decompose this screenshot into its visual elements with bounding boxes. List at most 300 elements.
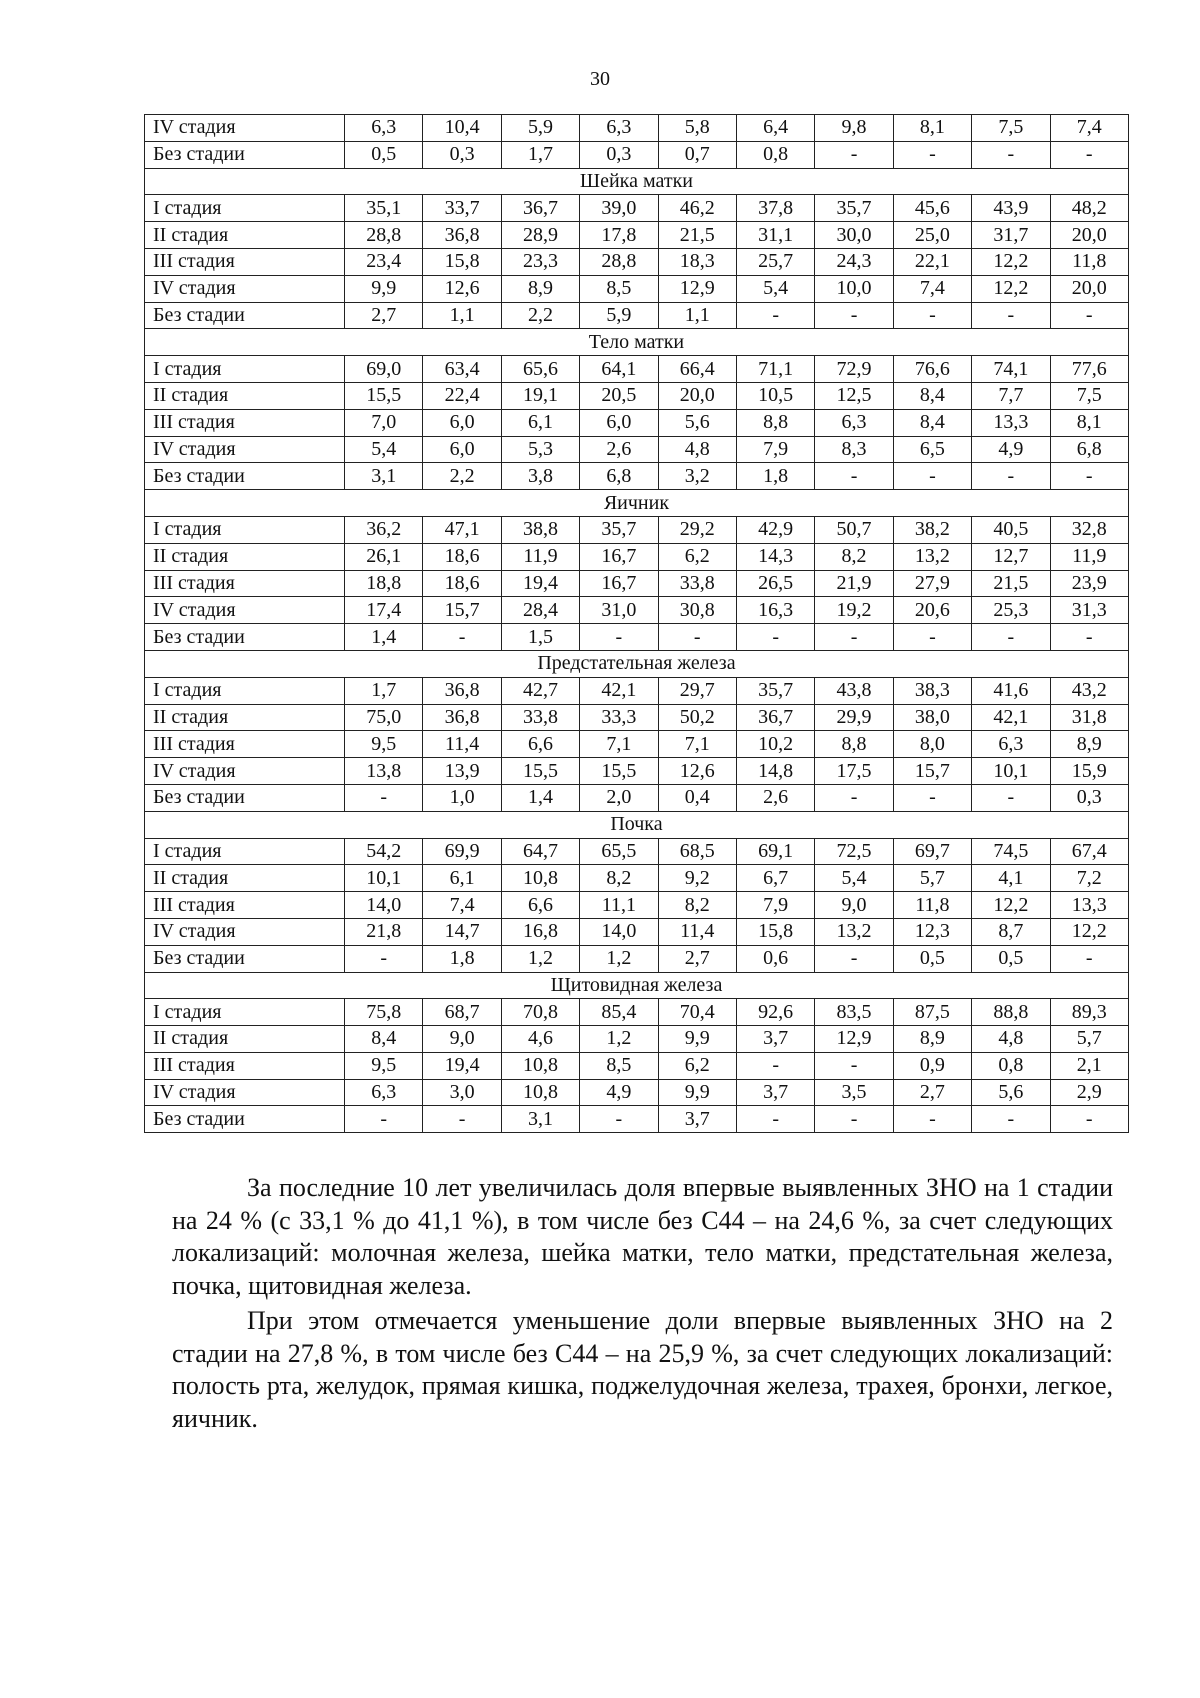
section-title: Яичник <box>145 490 1129 517</box>
table-cell: 16,7 <box>580 543 658 570</box>
table-cell: 4,8 <box>658 436 736 463</box>
table-row <box>145 1026 1129 1053</box>
table-cell: 68,7 <box>423 999 501 1026</box>
table-cell: 37,8 <box>736 195 814 222</box>
table-cell: - <box>972 463 1050 490</box>
table-cell: - <box>1050 302 1128 329</box>
table-cell: 20,5 <box>580 382 658 409</box>
table-cell: 43,2 <box>1050 677 1128 704</box>
table-cell: 17,4 <box>345 597 423 624</box>
table-cell: 31,7 <box>972 222 1050 249</box>
table-cell: 42,1 <box>972 704 1050 731</box>
table-cell: 8,8 <box>815 731 893 758</box>
table-cell: 19,2 <box>815 597 893 624</box>
table-cell: 5,7 <box>1050 1026 1128 1053</box>
table-cell: 74,5 <box>972 838 1050 865</box>
table-cell: 3,1 <box>345 463 423 490</box>
table-cell: 0,3 <box>580 141 658 168</box>
table-cell: 3,2 <box>658 463 736 490</box>
table-cell: - <box>815 784 893 811</box>
table-cell: - <box>736 302 814 329</box>
table-cell: 1,2 <box>580 945 658 972</box>
table-cell: 2,9 <box>1050 1079 1128 1106</box>
row-label: III стадия <box>145 570 345 597</box>
table-cell: 76,6 <box>893 356 971 383</box>
table-cell: 21,5 <box>972 570 1050 597</box>
table-cell: 2,0 <box>580 784 658 811</box>
table-cell: 3,7 <box>736 1026 814 1053</box>
table-row <box>145 141 1129 168</box>
table-cell: 8,4 <box>345 1026 423 1053</box>
table-cell: 0,5 <box>972 945 1050 972</box>
table-cell: 14,0 <box>580 918 658 945</box>
section-header-row <box>145 811 1129 838</box>
table-cell: - <box>580 624 658 651</box>
table-cell: 72,9 <box>815 356 893 383</box>
table-cell: - <box>1050 624 1128 651</box>
table-row <box>145 195 1129 222</box>
table-cell: 6,8 <box>580 463 658 490</box>
row-label: III стадия <box>145 409 345 436</box>
table-cell: 6,1 <box>423 865 501 892</box>
table-row <box>145 463 1129 490</box>
table-cell: 92,6 <box>736 999 814 1026</box>
row-label: III стадия <box>145 892 345 919</box>
table-cell: - <box>893 141 971 168</box>
table-cell: 32,8 <box>1050 516 1128 543</box>
table-cell: 11,4 <box>658 918 736 945</box>
table-cell: 39,0 <box>580 195 658 222</box>
table-cell: 7,1 <box>580 731 658 758</box>
table-cell: 0,5 <box>345 141 423 168</box>
table-cell: - <box>345 1106 423 1133</box>
table-cell: 7,1 <box>658 731 736 758</box>
table-cell: 14,7 <box>423 918 501 945</box>
table-cell: 16,8 <box>501 918 579 945</box>
table-cell: 21,8 <box>345 918 423 945</box>
table-cell: 7,4 <box>423 892 501 919</box>
table-cell: 6,3 <box>345 115 423 142</box>
table-cell: 28,8 <box>580 248 658 275</box>
table-row <box>145 918 1129 945</box>
table-cell: 6,7 <box>736 865 814 892</box>
table-cell: 5,4 <box>345 436 423 463</box>
table-cell: 6,0 <box>423 409 501 436</box>
row-label: Без стадии <box>145 141 345 168</box>
table-cell: 10,1 <box>345 865 423 892</box>
table-cell: 8,4 <box>893 382 971 409</box>
table-cell: 41,6 <box>972 677 1050 704</box>
table-cell: 69,1 <box>736 838 814 865</box>
table-cell: 23,9 <box>1050 570 1128 597</box>
table-cell: 3,7 <box>736 1079 814 1106</box>
table-cell: 8,1 <box>893 115 971 142</box>
table-cell: 20,0 <box>1050 275 1128 302</box>
section-title: Щитовидная железа <box>145 972 1129 999</box>
table-cell: - <box>1050 463 1128 490</box>
table-row <box>145 624 1129 651</box>
table-cell: 1,7 <box>501 141 579 168</box>
row-label: IV стадия <box>145 1079 345 1106</box>
table-cell: - <box>815 141 893 168</box>
table-cell: 6,6 <box>501 892 579 919</box>
table-row <box>145 409 1129 436</box>
row-label: IV стадия <box>145 597 345 624</box>
table-cell: - <box>815 1106 893 1133</box>
table-cell: 7,2 <box>1050 865 1128 892</box>
table-cell: 2,7 <box>658 945 736 972</box>
table-row <box>145 1106 1129 1133</box>
table-cell: 83,5 <box>815 999 893 1026</box>
table-cell: 45,6 <box>893 195 971 222</box>
table-cell: 4,9 <box>972 436 1050 463</box>
table-cell: 18,6 <box>423 570 501 597</box>
table-cell: 10,8 <box>501 1052 579 1079</box>
table-cell: 10,1 <box>972 758 1050 785</box>
table-cell: 12,2 <box>972 275 1050 302</box>
table-cell: - <box>893 624 971 651</box>
table-cell: 16,3 <box>736 597 814 624</box>
table-cell: 14,0 <box>345 892 423 919</box>
table-row <box>145 382 1129 409</box>
table-cell: 12,2 <box>1050 918 1128 945</box>
row-label: IV стадия <box>145 918 345 945</box>
table-cell: 69,9 <box>423 838 501 865</box>
table-cell: 5,4 <box>736 275 814 302</box>
table-cell: 13,2 <box>815 918 893 945</box>
table-cell: 87,5 <box>893 999 971 1026</box>
table-row <box>145 677 1129 704</box>
table-cell: 14,8 <box>736 758 814 785</box>
table-cell: 31,0 <box>580 597 658 624</box>
row-label: III стадия <box>145 1052 345 1079</box>
table-row <box>145 1079 1129 1106</box>
table-cell: 2,7 <box>893 1079 971 1106</box>
paragraph: При этом отмечается уменьшение доли впервые выявленных ЗНО на 2 стадии на 27,8 %, в том числе без С44 – на 25,9 %, за счет следующих локализаций: полость рта, желудок, прямая кишка, поджелудочная железа, трахея, бронхи, легкое, яичник. <box>172 1306 1113 1433</box>
table-cell: 33,8 <box>658 570 736 597</box>
page-number: 30 <box>590 68 610 90</box>
row-label: II стадия <box>145 382 345 409</box>
table-cell: 15,8 <box>423 248 501 275</box>
table-cell: - <box>423 1106 501 1133</box>
table-cell: 1,0 <box>423 784 501 811</box>
table-cell: 2,2 <box>423 463 501 490</box>
table-cell: 3,1 <box>501 1106 579 1133</box>
table-cell: 18,8 <box>345 570 423 597</box>
table-cell: 5,9 <box>580 302 658 329</box>
table-cell: 68,5 <box>658 838 736 865</box>
table-cell: 38,2 <box>893 516 971 543</box>
table-cell: 6,3 <box>580 115 658 142</box>
table-cell: 8,2 <box>580 865 658 892</box>
table-cell: 0,8 <box>736 141 814 168</box>
table-cell: - <box>423 624 501 651</box>
table-row <box>145 704 1129 731</box>
table-cell: 15,7 <box>423 597 501 624</box>
table-cell: 12,7 <box>972 543 1050 570</box>
table-cell: - <box>972 141 1050 168</box>
table-cell: 26,5 <box>736 570 814 597</box>
table-cell: 35,7 <box>580 516 658 543</box>
table-cell: 38,8 <box>501 516 579 543</box>
table-cell: 23,4 <box>345 248 423 275</box>
table-cell: 33,3 <box>580 704 658 731</box>
table-cell: 8,9 <box>1050 731 1128 758</box>
table-cell: 4,8 <box>972 1026 1050 1053</box>
table-cell: - <box>893 1106 971 1133</box>
table-cell: - <box>345 784 423 811</box>
table-cell: 18,6 <box>423 543 501 570</box>
table-cell: 7,0 <box>345 409 423 436</box>
table-cell: 7,5 <box>1050 382 1128 409</box>
table-cell: 15,5 <box>580 758 658 785</box>
row-label: IV стадия <box>145 275 345 302</box>
table-cell: 15,5 <box>345 382 423 409</box>
section-title: Тело матки <box>145 329 1129 356</box>
table-cell: - <box>815 1052 893 1079</box>
table-cell: 35,7 <box>815 195 893 222</box>
table-cell: 65,5 <box>580 838 658 865</box>
table-cell: - <box>893 302 971 329</box>
table-cell: 6,2 <box>658 1052 736 1079</box>
table-body <box>145 115 1129 1133</box>
table-cell: 70,4 <box>658 999 736 1026</box>
table-cell: 54,2 <box>345 838 423 865</box>
table-cell: 36,7 <box>736 704 814 731</box>
table-row <box>145 1052 1129 1079</box>
table-cell: 1,8 <box>736 463 814 490</box>
table-cell: 10,0 <box>815 275 893 302</box>
table-cell: 28,4 <box>501 597 579 624</box>
table-cell: 15,8 <box>736 918 814 945</box>
table-row <box>145 892 1129 919</box>
row-label: Без стадии <box>145 945 345 972</box>
table-cell: 8,9 <box>501 275 579 302</box>
table-cell: 30,8 <box>658 597 736 624</box>
table-cell: 12,5 <box>815 382 893 409</box>
table-cell: 12,2 <box>972 892 1050 919</box>
table-cell: 77,6 <box>1050 356 1128 383</box>
table-cell: 21,5 <box>658 222 736 249</box>
table-cell: 15,7 <box>893 758 971 785</box>
table-cell: - <box>815 302 893 329</box>
table-cell: 2,1 <box>1050 1052 1128 1079</box>
table-cell: 15,5 <box>501 758 579 785</box>
table-cell: 8,5 <box>580 275 658 302</box>
table-cell: 5,9 <box>501 115 579 142</box>
table-cell: 22,1 <box>893 248 971 275</box>
section-header-row <box>145 490 1129 517</box>
table-cell: 74,1 <box>972 356 1050 383</box>
table-cell: 69,7 <box>893 838 971 865</box>
table-cell: 11,8 <box>893 892 971 919</box>
table-cell: 35,7 <box>736 677 814 704</box>
table-cell: 26,1 <box>345 543 423 570</box>
table-cell: 13,3 <box>972 409 1050 436</box>
table-cell: 25,3 <box>972 597 1050 624</box>
table-cell: 8,5 <box>580 1052 658 1079</box>
table-cell: 24,3 <box>815 248 893 275</box>
table-cell: 42,1 <box>580 677 658 704</box>
table-cell: 5,4 <box>815 865 893 892</box>
table-cell: 2,6 <box>736 784 814 811</box>
table-cell: 43,8 <box>815 677 893 704</box>
row-label: II стадия <box>145 704 345 731</box>
table-cell: 0,4 <box>658 784 736 811</box>
table-cell: 12,6 <box>658 758 736 785</box>
table-cell: 6,1 <box>501 409 579 436</box>
table-cell: 0,3 <box>423 141 501 168</box>
row-label: Без стадии <box>145 624 345 651</box>
table-cell: 5,6 <box>972 1079 1050 1106</box>
table-cell: 3,8 <box>501 463 579 490</box>
table-cell: 36,8 <box>423 222 501 249</box>
table-cell: 12,3 <box>893 918 971 945</box>
section-title: Предстательная железа <box>145 650 1129 677</box>
table-cell: 4,9 <box>580 1079 658 1106</box>
table-cell: 71,1 <box>736 356 814 383</box>
table-cell: 2,2 <box>501 302 579 329</box>
table-cell: 6,0 <box>423 436 501 463</box>
table-cell: 8,7 <box>972 918 1050 945</box>
table-cell: - <box>1050 945 1128 972</box>
table-row <box>145 597 1129 624</box>
table-cell: 10,8 <box>501 865 579 892</box>
table-cell: 89,3 <box>1050 999 1128 1026</box>
table-cell: 5,8 <box>658 115 736 142</box>
table-row <box>145 115 1129 142</box>
stage-distribution-table <box>144 114 1129 1133</box>
table-cell: - <box>972 302 1050 329</box>
row-label: IV стадия <box>145 758 345 785</box>
section-title: Шейка матки <box>145 168 1129 195</box>
table-cell: - <box>345 945 423 972</box>
table-cell: - <box>815 624 893 651</box>
table-cell: 7,5 <box>972 115 1050 142</box>
table-row <box>145 945 1129 972</box>
table-cell: 9,9 <box>345 275 423 302</box>
table-cell: 19,1 <box>501 382 579 409</box>
table-cell: 1,4 <box>501 784 579 811</box>
table-cell: 1,1 <box>423 302 501 329</box>
table-row <box>145 302 1129 329</box>
table-row <box>145 865 1129 892</box>
table-cell: - <box>736 624 814 651</box>
table-cell: - <box>972 784 1050 811</box>
table-cell: 0,6 <box>736 945 814 972</box>
table-cell: 42,7 <box>501 677 579 704</box>
table-cell: 20,6 <box>893 597 971 624</box>
table-row <box>145 731 1129 758</box>
table-row <box>145 784 1129 811</box>
table-cell: 9,5 <box>345 1052 423 1079</box>
row-label: Без стадии <box>145 784 345 811</box>
table-cell: - <box>1050 141 1128 168</box>
table-cell: 23,3 <box>501 248 579 275</box>
table-cell: 8,8 <box>736 409 814 436</box>
table-cell: 31,8 <box>1050 704 1128 731</box>
table-cell: 0,8 <box>972 1052 1050 1079</box>
table-cell: 50,7 <box>815 516 893 543</box>
table-cell: 5,7 <box>893 865 971 892</box>
table-cell: 75,0 <box>345 704 423 731</box>
table-row <box>145 275 1129 302</box>
table-cell: 2,7 <box>345 302 423 329</box>
table-row <box>145 248 1129 275</box>
table-cell: 13,2 <box>893 543 971 570</box>
table-cell: - <box>736 1106 814 1133</box>
table-row <box>145 999 1129 1026</box>
table-cell: 4,1 <box>972 865 1050 892</box>
table-cell: 11,9 <box>1050 543 1128 570</box>
row-label: Без стадии <box>145 463 345 490</box>
table-cell: 8,9 <box>893 1026 971 1053</box>
table-cell: 8,4 <box>893 409 971 436</box>
row-label: III стадия <box>145 731 345 758</box>
row-label: I стадия <box>145 195 345 222</box>
table-row <box>145 838 1129 865</box>
row-label: II стадия <box>145 222 345 249</box>
table-cell: 11,8 <box>1050 248 1128 275</box>
table-cell: - <box>736 1052 814 1079</box>
table-cell: 46,2 <box>658 195 736 222</box>
table-cell: - <box>815 463 893 490</box>
table-cell: 9,8 <box>815 115 893 142</box>
table-cell: 9,2 <box>658 865 736 892</box>
table-cell: 7,9 <box>736 436 814 463</box>
table-cell: 13,9 <box>423 758 501 785</box>
table-cell: 3,7 <box>658 1106 736 1133</box>
row-label: II стадия <box>145 543 345 570</box>
table-cell: 9,0 <box>423 1026 501 1053</box>
table-cell: 9,9 <box>658 1079 736 1106</box>
table-row <box>145 543 1129 570</box>
table-cell: 36,7 <box>501 195 579 222</box>
table-cell: 31,3 <box>1050 597 1128 624</box>
table-cell: 1,7 <box>345 677 423 704</box>
table-cell: 33,8 <box>501 704 579 731</box>
table-cell: 8,3 <box>815 436 893 463</box>
table-cell: - <box>972 624 1050 651</box>
table-cell: 10,5 <box>736 382 814 409</box>
table-cell: 7,7 <box>972 382 1050 409</box>
table-cell: 3,5 <box>815 1079 893 1106</box>
table-cell: 7,4 <box>893 275 971 302</box>
table-cell: 67,4 <box>1050 838 1128 865</box>
table-cell: 88,8 <box>972 999 1050 1026</box>
section-header-row <box>145 650 1129 677</box>
row-label: Без стадии <box>145 1106 345 1133</box>
section-header-row <box>145 972 1129 999</box>
table-cell: 4,6 <box>501 1026 579 1053</box>
table-cell: 70,8 <box>501 999 579 1026</box>
table-cell: 33,7 <box>423 195 501 222</box>
table-cell: 18,3 <box>658 248 736 275</box>
table-cell: - <box>1050 1106 1128 1133</box>
table-cell: 69,0 <box>345 356 423 383</box>
table-cell: 6,3 <box>972 731 1050 758</box>
table-row <box>145 516 1129 543</box>
row-label: IV стадия <box>145 115 345 142</box>
table-cell: 12,9 <box>658 275 736 302</box>
table-cell: 13,3 <box>1050 892 1128 919</box>
table-cell: 1,2 <box>501 945 579 972</box>
table-cell: 6,8 <box>1050 436 1128 463</box>
table-cell: 65,6 <box>501 356 579 383</box>
table-cell: 28,8 <box>345 222 423 249</box>
table-cell: 6,4 <box>736 115 814 142</box>
table-cell: 36,8 <box>423 677 501 704</box>
